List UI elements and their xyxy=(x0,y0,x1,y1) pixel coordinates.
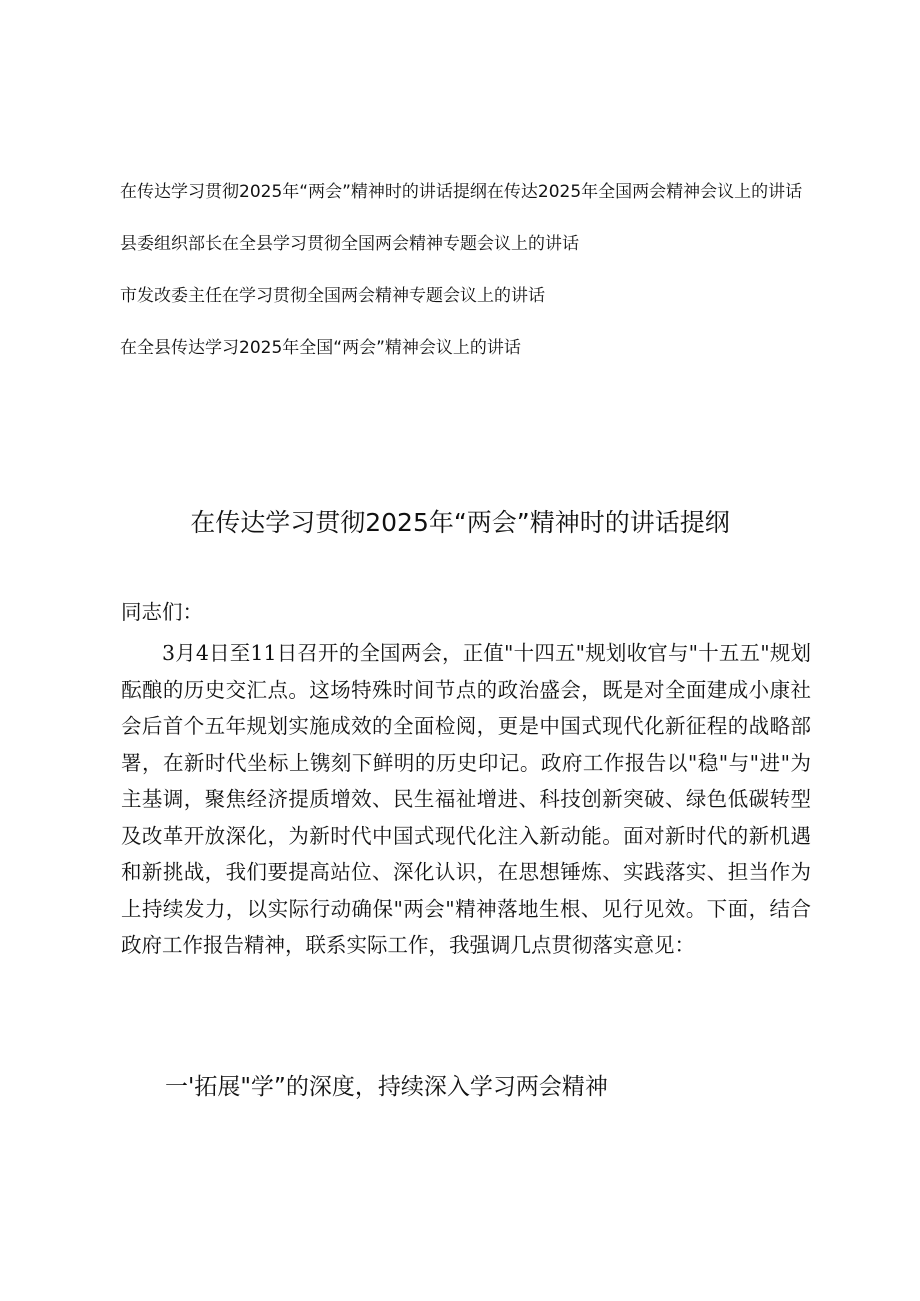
document-title: 在传达学习贯彻2025年“两会”精神时的讲话提纲 xyxy=(190,508,730,537)
toc-item-4[interactable]: 在全县传达学习2025年全国“两会”精神会议上的讲话 xyxy=(120,338,521,358)
toc-item-1[interactable]: 在传达学习贯彻2025年“两会”精神时的讲话提纲在传达2025年全国两会精神会议上的讲话 xyxy=(120,182,803,202)
table-of-contents xyxy=(120,178,820,386)
body-paragraph: 3月4日至11日召开的全国两会，正值"十四五"规划收官与"十五五"规划酝酿的历史交汇点。这场特殊时间节点的政治盛会，既是对全面建成小康社会后首个五年规划实施成效的全面检阅，更是中国式现代化新征程的战略部署，在新时代坐标上镌刻下鲜明的历史印记。政府工作报告以"稳"与"进"为主基调，聚焦经济提质增效、民生福祉增进、科技创新突破、绿色低碳转型及改革开放深化，为新时代中国式现代化注入新动能。面对新时代的新机遇和新挑战，我们要提高站位、深化认识，在思想锤炼、实践落实、担当作为上持续发力，以实际行动确保"两会"精神落地生根、见行见效。下面，结合政府工作报告精神，联系实际工作，我强调几点贯彻落实意见： xyxy=(121,641,811,957)
toc-item-2[interactable]: 县委组织部长在全县学习贯彻全国两会精神专题会议上的讲话 xyxy=(120,234,579,254)
salutation: 同志们： xyxy=(121,600,203,624)
section-heading: 一'拓展"学”的深度，持续深入学习两会精神 xyxy=(165,1074,608,1100)
toc-item-3[interactable]: 市发改委主任在学习贯彻全国两会精神专题会议上的讲话 xyxy=(120,286,545,306)
